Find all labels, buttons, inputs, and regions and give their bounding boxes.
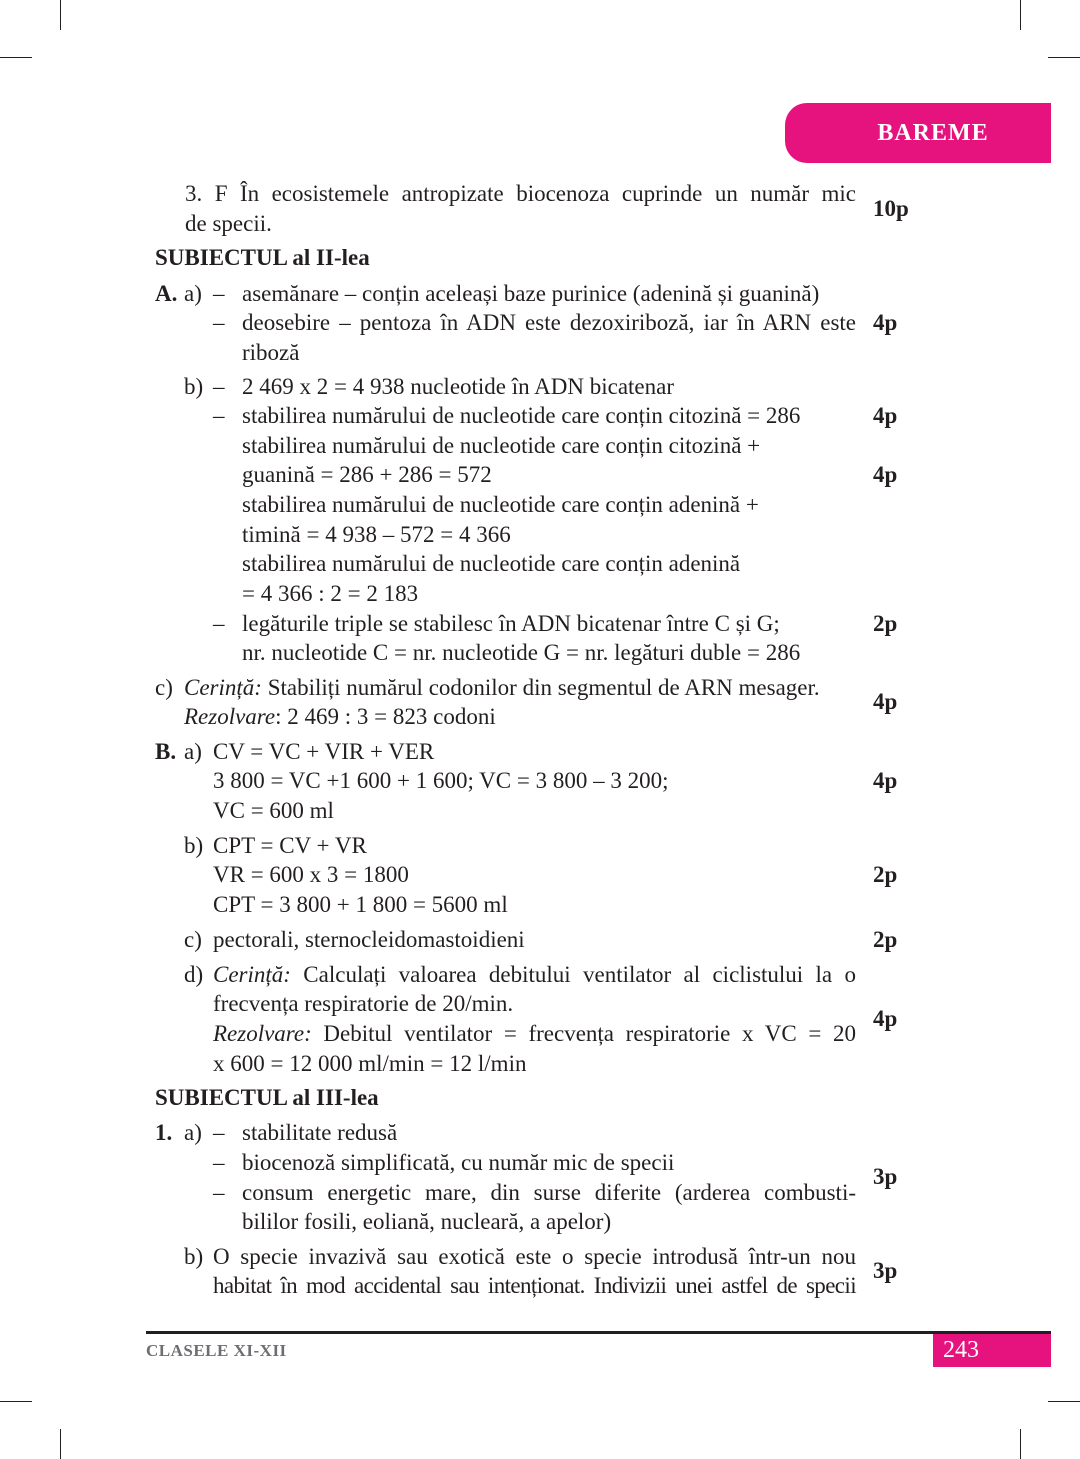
dash: – (213, 611, 225, 636)
dash: – (213, 281, 225, 306)
points: 4p (873, 310, 898, 335)
item-label: b) (184, 833, 204, 858)
answer-line: = 4 366 : 2 = 2 183 (242, 581, 419, 606)
points: 10p (873, 196, 909, 221)
answer-line (213, 1019, 856, 1049)
cerinta-text: Stabiliți numărul codonilor din segmentul de ARN mesager. (261, 675, 820, 700)
answer-line: CV = VC + VIR + VER (213, 739, 435, 764)
crop-mark (60, 1429, 61, 1459)
answer-line: 3. F În ecosistemele antropizate biocenoza cuprinde un număr mic (185, 181, 856, 206)
answer-line: habitat în mod accidental sau intenționat. Indivizii unei astfel de specii (213, 1273, 856, 1298)
crop-mark (0, 57, 32, 58)
points: 2p (873, 862, 898, 887)
crop-mark (60, 0, 61, 30)
dash: – (213, 1120, 225, 1145)
answer-line: pectorali, sternocleidomastoidieni (213, 927, 525, 952)
item-label: a) (184, 739, 202, 764)
item-label: a) (184, 1120, 202, 1145)
answer-line: nr. nucleotide C = nr. nucleotide G = nr. legături duble = 286 (242, 640, 801, 665)
crop-mark (0, 1401, 32, 1402)
answer-line: CPT = 3 800 + 1 800 = 5600 ml (213, 892, 508, 917)
answer-line: frecvența respiratorie de 20/min. (213, 991, 514, 1016)
rezolvare-label: Rezolvare: (213, 1021, 312, 1046)
answer-line: asemănare – conțin aceleași baze purinice (adenină și guanină) (242, 281, 820, 306)
footer-title: CLASELE XI-XII (146, 1341, 287, 1360)
rezolvare-text: : 2 469 : 3 = 823 codoni (275, 704, 496, 729)
answer-line: riboză (242, 340, 300, 365)
answer-line: deosebire – pentoza în ADN este dezoxiriboză, iar în ARN este (242, 310, 856, 335)
footer-rule (146, 1331, 1051, 1334)
crop-mark (1020, 1429, 1021, 1459)
points: 2p (873, 927, 898, 952)
answer-line: legăturile triple se stabilesc în ADN bicatenar între C și G; (242, 611, 780, 636)
answer-line: stabilirea numărului de nucleotide care conțin adenină (242, 551, 741, 576)
answer-line: 3 800 = VC +1 600 + 1 600; VC = 3 800 – 3 200; (213, 768, 669, 793)
answer-line (184, 673, 820, 703)
section-tab-label: BAREME (877, 119, 989, 146)
item-label: b) (184, 1244, 204, 1269)
item-label: B. (155, 739, 177, 764)
points: 4p (873, 403, 898, 428)
answer-line: de specii. (185, 211, 272, 236)
dash: – (213, 1180, 225, 1205)
page-number: 243 (933, 1334, 1051, 1367)
answer-line: CPT = CV + VR (213, 833, 367, 858)
points: 4p (873, 1006, 898, 1031)
answer-line: timină = 4 938 – 572 = 4 366 (242, 522, 511, 547)
points: 3p (873, 1258, 898, 1283)
item-label: a) (184, 281, 202, 306)
points: 4p (873, 768, 898, 793)
section-heading: SUBIECTUL al III-lea (155, 1085, 379, 1110)
dash: – (213, 1150, 225, 1175)
answer-line: VC = 600 ml (213, 798, 334, 823)
answer-line: O specie invazivă sau exotică este o specie introdusă într-un nou (213, 1244, 856, 1269)
answer-line: stabilirea numărului de nucleotide care conțin adenină + (242, 492, 759, 517)
dash: – (213, 374, 225, 399)
answer-line: VR = 600 x 3 = 1800 (213, 862, 409, 887)
answer-line: stabilirea numărului de nucleotide care conțin citozină = 286 (242, 403, 801, 428)
answer-line: 2 469 x 2 = 4 938 nucleotide în ADN bicatenar (242, 374, 674, 399)
item-label: 1. (155, 1120, 173, 1145)
points: 3p (873, 1164, 898, 1189)
answer-line: bililor fosili, eoliană, nucleară, a apelor) (242, 1209, 612, 1234)
points: 2p (873, 611, 898, 636)
cerinta-label: Cerință: (213, 962, 291, 987)
crop-mark (1048, 1401, 1080, 1402)
answer-line (184, 702, 496, 732)
answer-line: stabilirea numărului de nucleotide care conțin citozină + (242, 433, 761, 458)
dash: – (213, 403, 225, 428)
answer-line: stabilitate redusă (242, 1120, 398, 1145)
item-label: A. (155, 281, 178, 306)
crop-mark (1048, 57, 1080, 58)
answer-line: guanină = 286 + 286 = 572 (242, 462, 492, 487)
answer-line (213, 960, 856, 990)
rezolvare-label: Rezolvare (184, 704, 276, 729)
item-label: d) (184, 962, 204, 987)
answer-line: consum energetic mare, din surse diferite (arderea combusti- (242, 1180, 856, 1205)
answer-line: x 600 = 12 000 ml/min = 12 l/min (213, 1051, 527, 1076)
dash: – (213, 310, 225, 335)
section-tab (785, 103, 1051, 163)
answer-line: biocenoză simplificată, cu număr mic de specii (242, 1150, 675, 1175)
points: 4p (873, 462, 898, 487)
rezolvare-text: Debitul ventilator = frecvența respiratorie x VC = 20 (311, 1021, 856, 1046)
item-label: c) (155, 675, 173, 700)
cerinta-label: Cerință: (184, 675, 262, 700)
crop-mark (1020, 0, 1021, 30)
item-label: b) (184, 374, 204, 399)
item-label: c) (184, 927, 202, 952)
cerinta-text: Calculați valoarea debitului ventilator al ciclistului la o (290, 962, 856, 987)
section-heading: SUBIECTUL al II-lea (155, 245, 370, 270)
points: 4p (873, 689, 898, 714)
